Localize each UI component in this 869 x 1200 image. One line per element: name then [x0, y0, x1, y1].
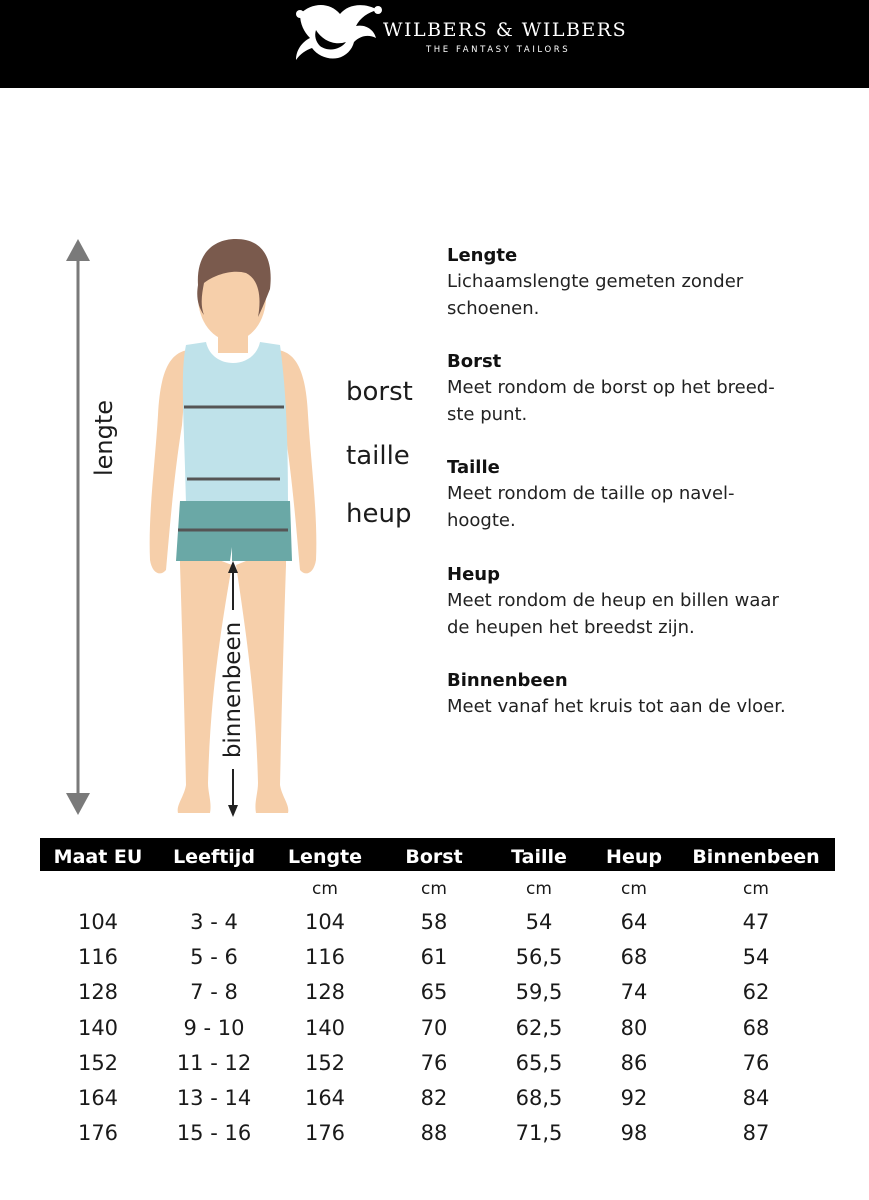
desc-heup: [447, 562, 847, 641]
table-cell: 76: [420, 1050, 448, 1075]
table-cell: 70: [420, 1015, 448, 1040]
table-cell: 11 - 12: [176, 1050, 252, 1075]
table-cell: 65: [420, 980, 448, 1005]
brand-tagline: THE FANTASY TAILORS: [426, 45, 571, 55]
table-cell: 98: [620, 1121, 648, 1146]
desc-text: Lichaamslengte gemeten zonder schoenen.: [447, 271, 744, 319]
table-cell: 128: [77, 980, 119, 1005]
desc-title: Heup: [447, 564, 500, 585]
unit-label: cm: [743, 879, 769, 899]
column-header: Leeftijd: [173, 846, 255, 868]
table-cell: 76: [742, 1050, 770, 1075]
unit-label: cm: [421, 879, 447, 899]
table-cell: 116: [77, 945, 119, 970]
desc-text: Meet rondom de borst op het breed- ste punt.: [447, 377, 775, 425]
desc-text: Meet rondom de taille op navel- hoogte.: [447, 483, 735, 531]
table-cell: 104: [77, 910, 119, 934]
column-header: Heup: [606, 846, 662, 868]
table-cell: 86: [620, 1050, 648, 1075]
desc-title: Taille: [447, 457, 500, 478]
brand-header: [0, 0, 869, 88]
table-cell: 176: [304, 1121, 346, 1146]
table-cell: 152: [77, 1050, 119, 1075]
column-header: Lengte: [287, 846, 363, 868]
label-heup: heup: [346, 499, 412, 529]
table-cell: 56,5: [515, 945, 563, 970]
table-cell: 54: [525, 910, 553, 934]
table-cell: 71,5: [515, 1121, 563, 1146]
jester-hat-icon: [294, 0, 384, 62]
table-cell: 7 - 8: [190, 980, 238, 1005]
table-cell: 62,5: [515, 1015, 563, 1040]
label-binnenbeen: binnenbeen: [220, 621, 246, 759]
table-cell: 152: [304, 1050, 346, 1075]
table-cell: 68: [620, 945, 648, 970]
table-cell: 176: [77, 1121, 119, 1146]
desc-borst: [447, 349, 847, 428]
desc-taille: [447, 455, 847, 534]
unit-label: cm: [526, 879, 552, 899]
table-cell: 59,5: [515, 980, 563, 1005]
height-arrow-icon: [66, 239, 90, 815]
table-cell: 140: [304, 1015, 346, 1040]
table-cell: 68,5: [515, 1086, 563, 1110]
table-cell: 82: [420, 1086, 448, 1110]
column-header: Binnenbeen: [692, 846, 820, 868]
table-cell: 65,5: [515, 1050, 563, 1075]
table-cell: 80: [620, 1015, 648, 1040]
column-header: Taille: [511, 846, 567, 868]
table-cell: 64: [620, 910, 648, 934]
table-cell: 15 - 16: [176, 1121, 252, 1146]
desc-title: Binnenbeen: [447, 670, 568, 691]
table-cell: 54: [742, 945, 770, 970]
table-cell: 3 - 4: [190, 910, 238, 934]
table-cell: 84: [742, 1086, 770, 1110]
desc-binnenbeen: [447, 668, 847, 721]
label-taille: taille: [346, 441, 410, 471]
column-header: Borst: [405, 846, 463, 868]
table-cell: 74: [620, 980, 648, 1005]
unit-label: cm: [621, 879, 647, 899]
desc-title: Lengte: [447, 245, 518, 266]
table-cell: 164: [77, 1086, 119, 1110]
table-cell: 116: [304, 945, 346, 970]
table-cell: 140: [77, 1015, 119, 1040]
label-lengte: lengte: [90, 399, 118, 477]
unit-label: cm: [312, 879, 338, 899]
table-cell: 47: [742, 910, 770, 934]
table-cell: 92: [620, 1086, 648, 1110]
table-cell: 88: [420, 1121, 448, 1146]
table-cell: 87: [742, 1121, 770, 1146]
column-header: Maat EU: [53, 846, 143, 868]
label-borst: borst: [346, 377, 413, 407]
table-cell: 61: [420, 945, 448, 970]
table-cell: 58: [420, 910, 448, 934]
brand-name: WILBERS & WILBERS: [383, 19, 628, 41]
table-cell: 68: [742, 1015, 770, 1040]
table-cell: 164: [304, 1086, 346, 1110]
table-cell: 128: [304, 980, 346, 1005]
desc-text: Meet vanaf het kruis tot aan de vloer.: [447, 696, 786, 717]
table-cell: 5 - 6: [190, 945, 238, 970]
table-cell: 9 - 10: [183, 1015, 245, 1040]
desc-text: Meet rondom de heup en billen waar de heupen het breedst zijn.: [447, 590, 779, 638]
table-cell: 104: [304, 910, 346, 934]
table-cell: 62: [742, 980, 770, 1005]
desc-lengte: [447, 243, 847, 322]
table-cell: 13 - 14: [176, 1086, 252, 1110]
desc-title: Borst: [447, 351, 502, 372]
